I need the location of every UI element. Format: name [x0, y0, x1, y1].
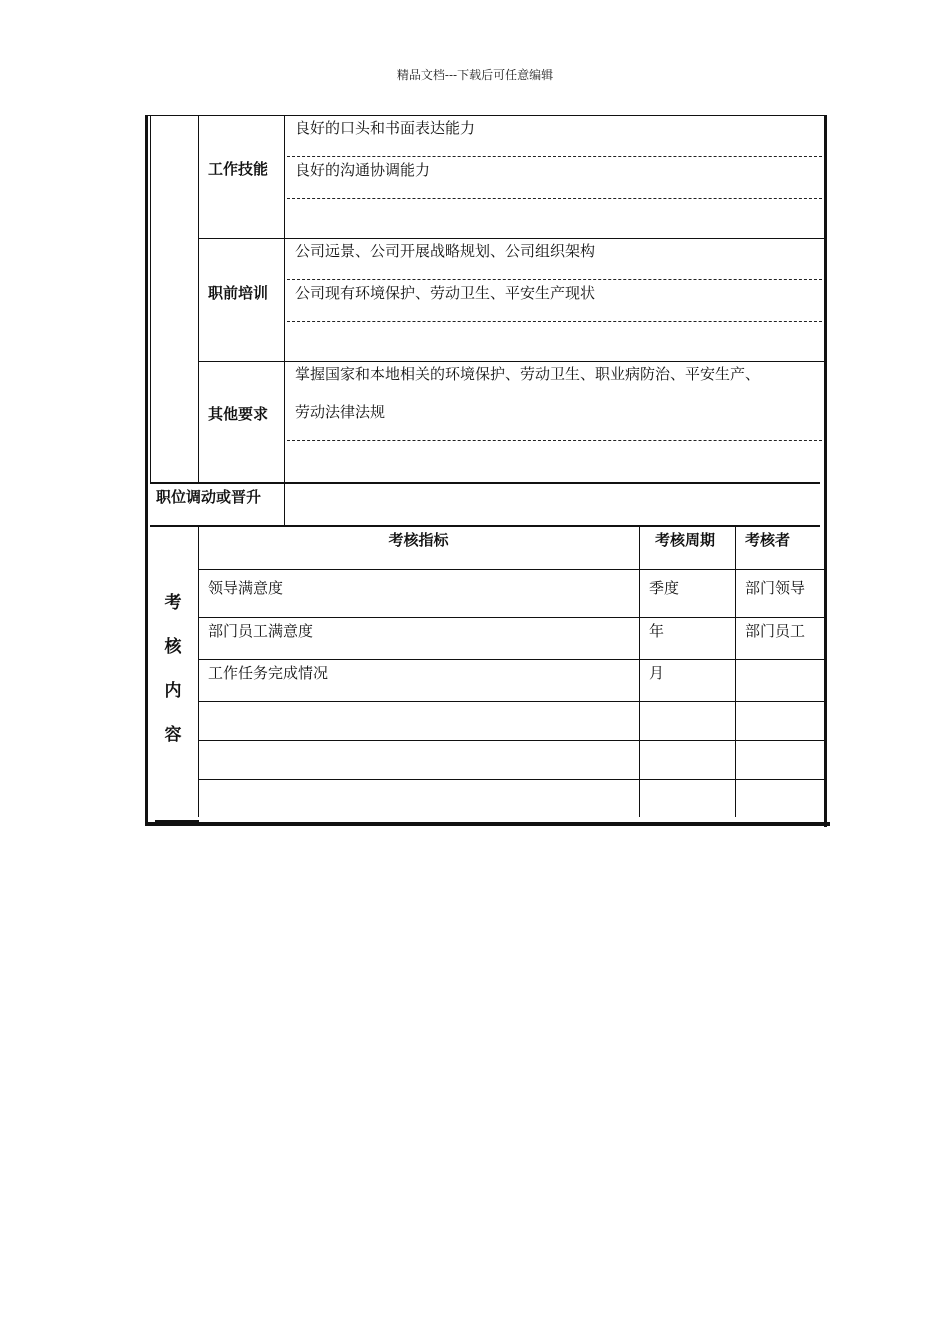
row-period: 月 — [649, 664, 665, 682]
row-indicator: 领导满意度 — [208, 579, 284, 597]
section-divider-1 — [198, 238, 824, 239]
row-indicator: 部门员工满意度 — [208, 622, 314, 640]
table-top-border — [145, 115, 827, 116]
row-period: 季度 — [649, 579, 680, 597]
assessment-side-label-1: 考 — [164, 593, 182, 613]
row-assessor: 部门员工 — [745, 622, 806, 640]
table-left-border — [145, 115, 148, 825]
period-column-line — [639, 527, 640, 817]
table-left-inner-border — [150, 115, 151, 482]
row-indicator: 工作任务完成情况 — [208, 664, 329, 682]
training-line-1: 公司远景、公司开展战略规划、公司组织架构 — [295, 242, 596, 260]
training-line-2: 公司现有环境保护、劳动卫生、平安生产现状 — [295, 284, 596, 302]
dashed-rule — [287, 440, 822, 441]
header-period: 考核周期 — [655, 531, 716, 549]
row-line — [198, 569, 824, 570]
label-column-right-line — [284, 115, 285, 525]
label-column-left-line — [198, 115, 199, 482]
assessment-label-column-line — [198, 527, 199, 817]
header-assessor: 考核者 — [745, 531, 791, 549]
table-bottom-border — [145, 822, 830, 826]
section-divider-2 — [198, 361, 824, 362]
row-assessor: 部门领导 — [745, 579, 806, 597]
row-period: 年 — [649, 622, 665, 640]
assessment-side-label-4: 容 — [164, 725, 182, 745]
header-indicator: 考核指标 — [388, 531, 449, 549]
row-line — [198, 740, 824, 741]
row-line — [198, 701, 824, 702]
dashed-rule — [287, 198, 822, 199]
transfer-label: 职位调动或晋升 — [156, 488, 262, 506]
section-label-skills: 工作技能 — [208, 160, 269, 178]
assessment-label-bottom-line — [155, 820, 199, 822]
row-line — [198, 617, 824, 618]
row-line — [198, 779, 824, 780]
dashed-rule — [287, 321, 822, 322]
assessment-side-label-2: 核 — [164, 637, 182, 657]
table-right-border — [824, 115, 827, 827]
section-divider-3 — [150, 482, 820, 484]
page-header: 精品文档---下载后可任意编辑 — [396, 68, 554, 82]
other-line-2: 劳动法律法规 — [295, 403, 386, 421]
skills-line-2: 良好的沟通协调能力 — [295, 161, 431, 179]
dashed-rule — [287, 156, 822, 157]
dashed-rule — [287, 279, 822, 280]
assessment-side-label-3: 内 — [164, 681, 182, 701]
section-label-other: 其他要求 — [208, 405, 269, 423]
assessor-column-line — [735, 527, 736, 817]
skills-line-1: 良好的口头和书面表达能力 — [295, 119, 476, 137]
section-label-training: 职前培训 — [208, 284, 269, 302]
row-line — [198, 659, 824, 660]
other-line-1: 掌握国家和本地相关的环境保护、劳动卫生、职业病防治、平安生产、 — [295, 365, 761, 383]
section-divider-4 — [150, 525, 820, 527]
